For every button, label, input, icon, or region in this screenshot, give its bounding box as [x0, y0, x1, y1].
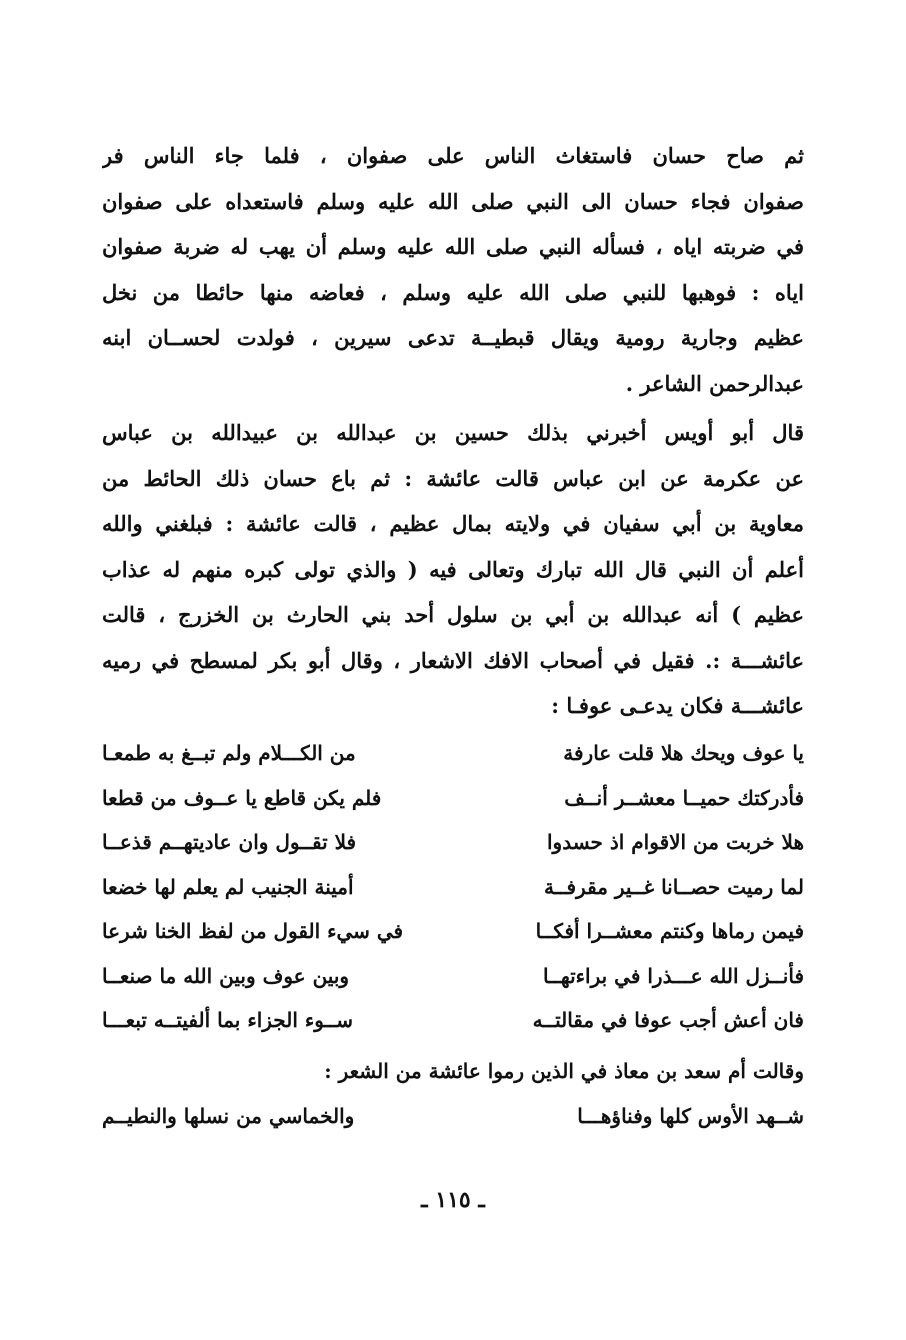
- text-line: عن عكرمة عن ابن عباس قالت عائشة : ثم باع حسان ذلك الحائط من: [102, 465, 804, 491]
- poem-verse: [102, 909, 804, 954]
- verse-second-hemistich: ســوء الجزاء بما ألفيتــه تبعـــا: [102, 1008, 354, 1032]
- text-line: ثم صاح حسان فاستغاث الناس على صفوان ، فلما جاء الناس فر: [102, 143, 804, 168]
- verse-first-hemistich: فأنــزل الله عـــذرا في براءتهــا: [543, 963, 804, 988]
- verse-second-hemistich: في سيء القول من لفظ الخنا شرعا: [102, 919, 404, 943]
- text-line: في ضربته اياه ، فسأله النبي صلى الله عليه وسلم أن يهب له ضربة صفوان: [102, 234, 804, 259]
- text-line: قال أبو أويس أخبرني بذلك حسين بن عبدالله بن عبيدالله بن عباس: [102, 420, 804, 445]
- paragraph-2: [102, 410, 804, 729]
- page-number: ـ ١١٥ ـ: [421, 1187, 485, 1213]
- poem-verse: [102, 1094, 804, 1139]
- poem-verse: [102, 954, 804, 999]
- text-line: اياه : فوهبها للنبي صلى الله عليه وسلم ، فعاضه منها حائطا من نخل: [102, 279, 804, 305]
- verse-second-hemistich: فلا تقــول وان عاديتهــم قذعــا: [102, 830, 357, 854]
- text-line: أعلم أن النبي قال الله تبارك وتعالى فيه ( والذي تولى كبره منهم له عذاب: [102, 556, 804, 582]
- verse-second-hemistich: من الكـــلام ولم تبــغ به طمعـا: [102, 741, 356, 765]
- verse-first-hemistich: فأدركتك حميــا معشــر أنــف: [564, 785, 804, 810]
- verse-first-hemistich: فان أعش أجب عوفا في مقالتــه: [532, 1008, 804, 1032]
- poem-verse: [102, 820, 804, 865]
- verse-second-hemistich: والخماسي من نسلها والنطيــم: [102, 1104, 355, 1128]
- verse-second-hemistich: فلم يكن قاطع يا عــوف من قطعا: [102, 785, 382, 810]
- poem-2: [102, 1094, 804, 1139]
- poem: [102, 731, 804, 1043]
- verse-first-hemistich: يا عوف ويحك هلا قلت عارفة: [563, 741, 804, 765]
- poem-intro-line: وقالت أم سعد بن معاذ في الذين رموا عائشة من الشعر :: [324, 1059, 804, 1083]
- text-line: عظيم وجارية رومية ويقال قبطيــة تدعى سيرين ، فولدت لحســان ابنه: [102, 325, 804, 350]
- text-line: عائشـــة فكان يدعـى عوفـا :: [551, 693, 804, 718]
- verse-first-hemistich: فيمن رماها وكنتم معشــرا أفكــا: [535, 919, 804, 943]
- poem-verse: [102, 865, 804, 910]
- verse-first-hemistich: هلا خربت من الاقوام اذ حسدوا: [546, 830, 804, 854]
- verse-first-hemistich: شــهد الأوس كلها وفناؤهـــا: [577, 1104, 804, 1128]
- text-line: معاوية بن أبي سفيان في ولايته بمال عظيم ، قالت عائشة : فبلغني والله: [102, 511, 804, 536]
- text-line: عظيم ) أنه عبدالله بن أبي بن سلول أحد بني الحارث بن الخزرج ، قالت: [102, 602, 804, 627]
- verse-second-hemistich: أمينة الجنيب لم يعلم لها خضعا: [102, 874, 354, 899]
- text-line: عائشـــة :. فقيل في أصحاب الافك الاشعار ، وقال أبو بكر لمسطح في رميه: [102, 647, 804, 673]
- text-line: عبدالرحمن الشاعر .: [625, 370, 804, 396]
- paragraph-1: [102, 133, 804, 406]
- verse-first-hemistich: لما رميت حصــانا غــير مقرفــة: [544, 874, 804, 899]
- verse-second-hemistich: وبين عوف وبين الله ما صنعــا: [102, 963, 350, 988]
- text-line: صفوان فجاء حسان الى النبي صلى الله عليه وسلم فاستعداه على صفوان: [102, 188, 804, 214]
- poem-verse: [102, 998, 804, 1043]
- poem-verse: [102, 731, 804, 776]
- poem-verse: [102, 776, 804, 821]
